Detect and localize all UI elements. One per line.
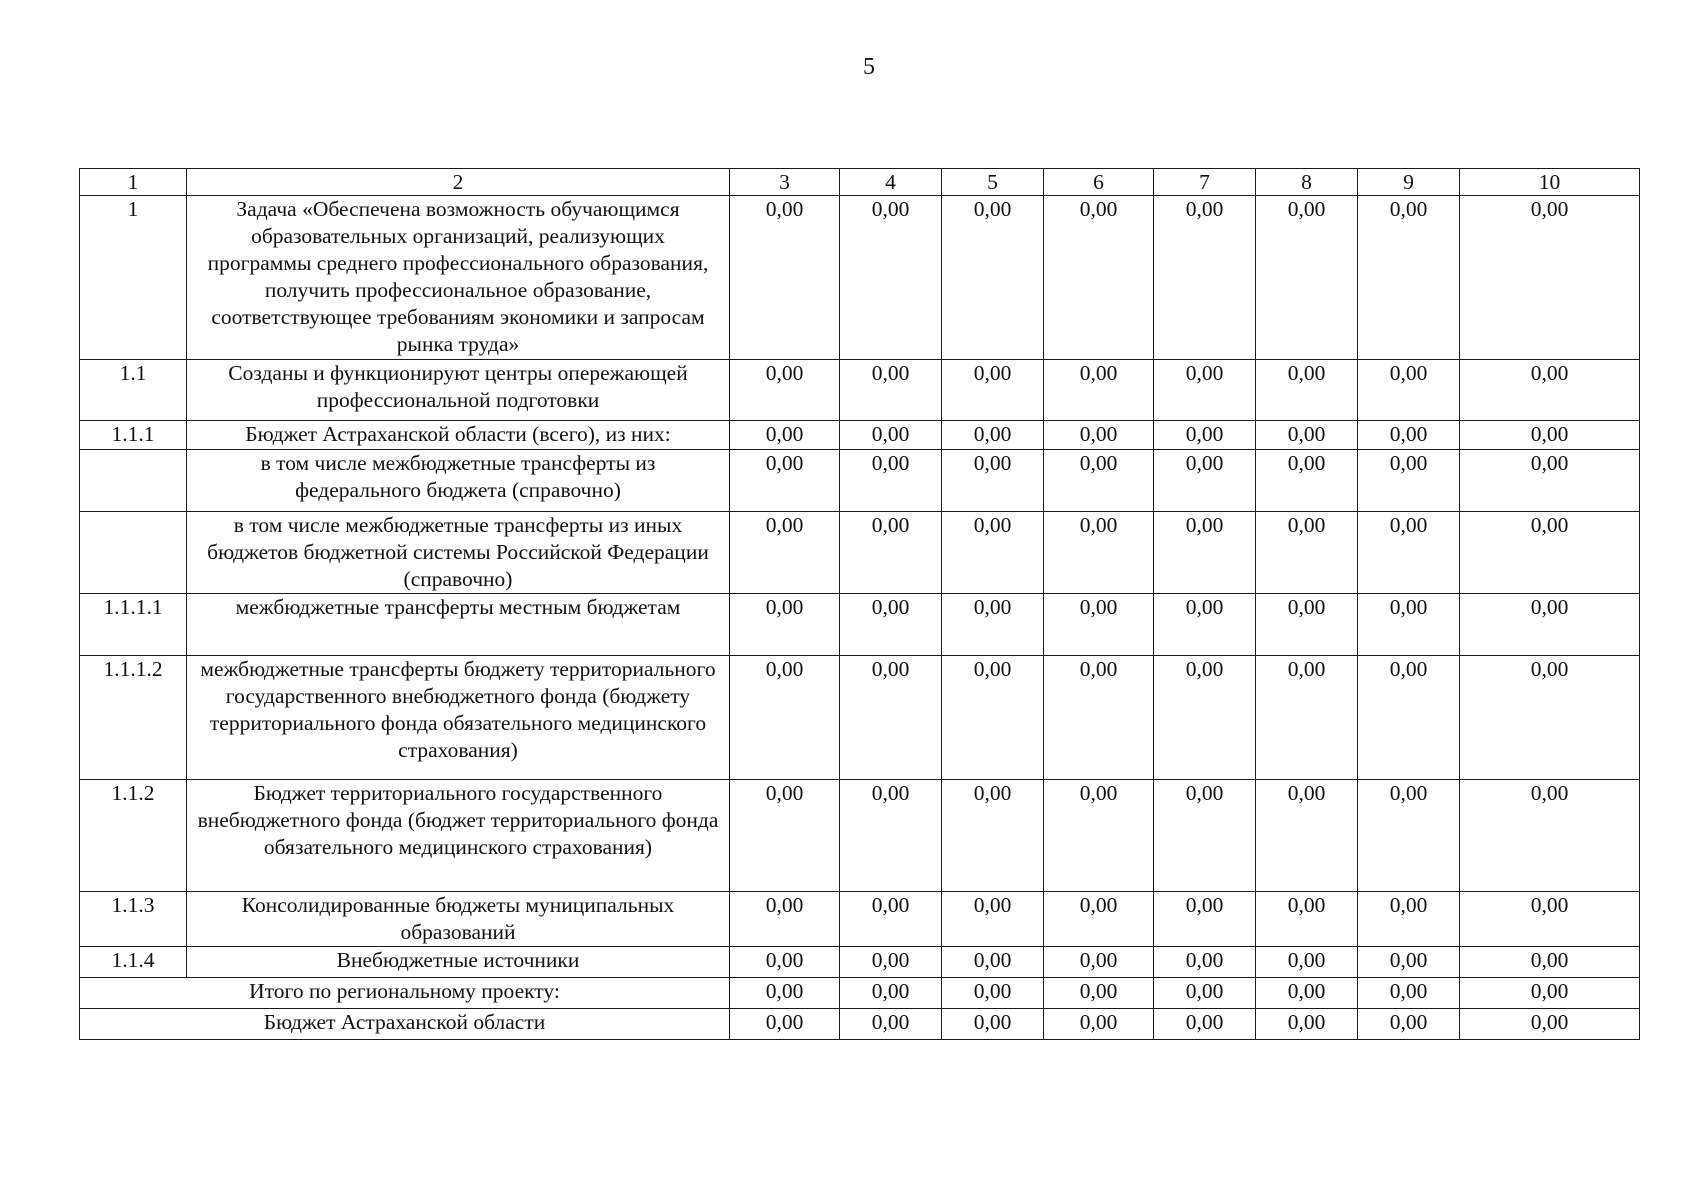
value-cell: 0,00: [1358, 196, 1460, 360]
value-cell: 0,00: [1358, 421, 1460, 450]
value-cell: 0,00: [840, 196, 942, 360]
value-cell: 0,00: [1358, 947, 1460, 978]
value-cell: 0,00: [1358, 656, 1460, 780]
value-cell: 0,00: [840, 421, 942, 450]
column-header: 3: [730, 169, 840, 196]
row-number: 1.1: [80, 360, 187, 421]
value-cell: 0,00: [942, 947, 1044, 978]
value-cell: 0,00: [1044, 892, 1154, 947]
value-cell: 0,00: [1044, 512, 1154, 594]
value-cell: 0,00: [1154, 360, 1256, 421]
value-cell: 0,00: [1358, 780, 1460, 892]
value-cell: 0,00: [1256, 450, 1358, 512]
table-row: [80, 450, 1640, 512]
value-cell: 0,00: [730, 594, 840, 656]
value-cell: 0,00: [730, 421, 840, 450]
value-cell: 0,00: [1460, 196, 1640, 360]
value-cell: 0,00: [1460, 594, 1640, 656]
value-cell: 0,00: [1154, 780, 1256, 892]
value-cell: 0,00: [1460, 450, 1640, 512]
table-body: [80, 169, 1640, 1040]
value-cell: 0,00: [1256, 947, 1358, 978]
value-cell: 0,00: [1256, 512, 1358, 594]
column-header: 5: [942, 169, 1044, 196]
value-cell: 0,00: [1460, 892, 1640, 947]
value-cell: 0,00: [942, 512, 1044, 594]
value-cell: 0,00: [1044, 947, 1154, 978]
summary-value-cell: 0,00: [1256, 978, 1358, 1009]
value-cell: 0,00: [1044, 780, 1154, 892]
value-cell: 0,00: [1256, 780, 1358, 892]
row-label: Бюджет Астраханской области (всего), из них:: [187, 421, 730, 450]
value-cell: 0,00: [1044, 421, 1154, 450]
column-header: 4: [840, 169, 942, 196]
summary-value-cell: 0,00: [1154, 978, 1256, 1009]
value-cell: 0,00: [1154, 656, 1256, 780]
summary-value-cell: 0,00: [942, 1009, 1044, 1040]
summary-value-cell: 0,00: [730, 978, 840, 1009]
summary-value-cell: 0,00: [840, 1009, 942, 1040]
value-cell: 0,00: [1154, 512, 1256, 594]
summary-value-cell: 0,00: [1358, 1009, 1460, 1040]
value-cell: 0,00: [1044, 594, 1154, 656]
value-cell: 0,00: [840, 594, 942, 656]
summary-value-cell: 0,00: [1154, 1009, 1256, 1040]
value-cell: 0,00: [942, 421, 1044, 450]
value-cell: 0,00: [730, 892, 840, 947]
row-number: 1.1.4: [80, 947, 187, 978]
value-cell: 0,00: [1460, 947, 1640, 978]
summary-label: Бюджет Астраханской области: [80, 1009, 730, 1040]
row-label: межбюджетные трансферты бюджету территориального государственного внебюджетного фонда (бюджету территориального фонда обязательного медицинского страхования): [187, 656, 730, 780]
value-cell: 0,00: [730, 947, 840, 978]
value-cell: 0,00: [1044, 450, 1154, 512]
summary-label: Итого по региональному проекту:: [80, 978, 730, 1009]
value-cell: 0,00: [1154, 594, 1256, 656]
summary-value-cell: 0,00: [942, 978, 1044, 1009]
column-header: 7: [1154, 169, 1256, 196]
table-row: [80, 780, 1640, 892]
value-cell: 0,00: [1154, 196, 1256, 360]
value-cell: 0,00: [840, 947, 942, 978]
summary-value-cell: 0,00: [1460, 978, 1640, 1009]
summary-value-cell: 0,00: [730, 1009, 840, 1040]
value-cell: 0,00: [1358, 892, 1460, 947]
page-number: 5: [863, 54, 875, 80]
value-cell: 0,00: [1256, 892, 1358, 947]
summary-value-cell: 0,00: [1460, 1009, 1640, 1040]
value-cell: 0,00: [942, 196, 1044, 360]
row-number: [80, 512, 187, 594]
table-row: [80, 892, 1640, 947]
value-cell: 0,00: [1256, 594, 1358, 656]
row-number: [80, 450, 187, 512]
summary-value-cell: 0,00: [1358, 978, 1460, 1009]
column-header: 1: [80, 169, 187, 196]
summary-value-cell: 0,00: [840, 978, 942, 1009]
value-cell: 0,00: [1460, 360, 1640, 421]
table-row: [80, 196, 1640, 360]
value-cell: 0,00: [1460, 656, 1640, 780]
value-cell: 0,00: [1460, 421, 1640, 450]
value-cell: 0,00: [1460, 780, 1640, 892]
value-cell: 0,00: [730, 512, 840, 594]
value-cell: 0,00: [840, 360, 942, 421]
value-cell: 0,00: [1256, 196, 1358, 360]
table-row: [80, 656, 1640, 780]
value-cell: 0,00: [840, 892, 942, 947]
value-cell: 0,00: [942, 450, 1044, 512]
row-label: в том числе межбюджетные трансферты из федерального бюджета (справочно): [187, 450, 730, 512]
row-number: 1.1.2: [80, 780, 187, 892]
value-cell: 0,00: [942, 360, 1044, 421]
value-cell: 0,00: [942, 594, 1044, 656]
column-header: 2: [187, 169, 730, 196]
header-row: [80, 169, 1640, 196]
value-cell: 0,00: [1154, 947, 1256, 978]
row-label: Созданы и функционируют центры опережающей профессиональной подготовки: [187, 360, 730, 421]
value-cell: 0,00: [942, 780, 1044, 892]
row-label: Задача «Обеспечена возможность обучающимся образовательных организаций, реализующих программы среднего профессионального образования, получить профессиональное образование, соответствующее требованиям экономики и запросам рынка труда»: [187, 196, 730, 360]
value-cell: 0,00: [730, 656, 840, 780]
value-cell: 0,00: [1256, 360, 1358, 421]
summary-value-cell: 0,00: [1044, 978, 1154, 1009]
value-cell: 0,00: [1154, 421, 1256, 450]
value-cell: 0,00: [1154, 450, 1256, 512]
value-cell: 0,00: [730, 450, 840, 512]
value-cell: 0,00: [1460, 512, 1640, 594]
value-cell: 0,00: [730, 360, 840, 421]
row-number: 1.1.3: [80, 892, 187, 947]
column-header: 9: [1358, 169, 1460, 196]
value-cell: 0,00: [730, 196, 840, 360]
summary-value-cell: 0,00: [1256, 1009, 1358, 1040]
table-row: [80, 421, 1640, 450]
value-cell: 0,00: [1358, 594, 1460, 656]
summary-value-cell: 0,00: [1044, 1009, 1154, 1040]
value-cell: 0,00: [1044, 656, 1154, 780]
column-header: 10: [1460, 169, 1640, 196]
row-number: 1.1.1.1: [80, 594, 187, 656]
row-number: 1.1.1: [80, 421, 187, 450]
value-cell: 0,00: [730, 780, 840, 892]
row-label: в том числе межбюджетные трансферты из иных бюджетов бюджетной системы Российской Федерации (справочно): [187, 512, 730, 594]
row-label: Внебюджетные источники: [187, 947, 730, 978]
value-cell: 0,00: [840, 512, 942, 594]
budget-table: [79, 168, 1640, 1040]
table-row: [80, 360, 1640, 421]
table-row: [80, 512, 1640, 594]
value-cell: 0,00: [840, 656, 942, 780]
value-cell: 0,00: [942, 656, 1044, 780]
column-header: 6: [1044, 169, 1154, 196]
value-cell: 0,00: [1256, 421, 1358, 450]
value-cell: 0,00: [840, 780, 942, 892]
column-header: 8: [1256, 169, 1358, 196]
table-row: [80, 594, 1640, 656]
row-label: Бюджет территориального государственного внебюджетного фонда (бюджет территориального фонда обязательного медицинского страхования): [187, 780, 730, 892]
value-cell: 0,00: [1358, 512, 1460, 594]
row-number: 1.1.1.2: [80, 656, 187, 780]
value-cell: 0,00: [942, 892, 1044, 947]
table-row: [80, 947, 1640, 978]
value-cell: 0,00: [840, 450, 942, 512]
value-cell: 0,00: [1044, 196, 1154, 360]
value-cell: 0,00: [1358, 450, 1460, 512]
row-number: 1: [80, 196, 187, 360]
value-cell: 0,00: [1044, 360, 1154, 421]
row-label: межбюджетные трансферты местным бюджетам: [187, 594, 730, 656]
value-cell: 0,00: [1358, 360, 1460, 421]
value-cell: 0,00: [1256, 656, 1358, 780]
summary-row: [80, 978, 1640, 1009]
row-label: Консолидированные бюджеты муниципальных образований: [187, 892, 730, 947]
value-cell: 0,00: [1154, 892, 1256, 947]
summary-row: [80, 1009, 1640, 1040]
